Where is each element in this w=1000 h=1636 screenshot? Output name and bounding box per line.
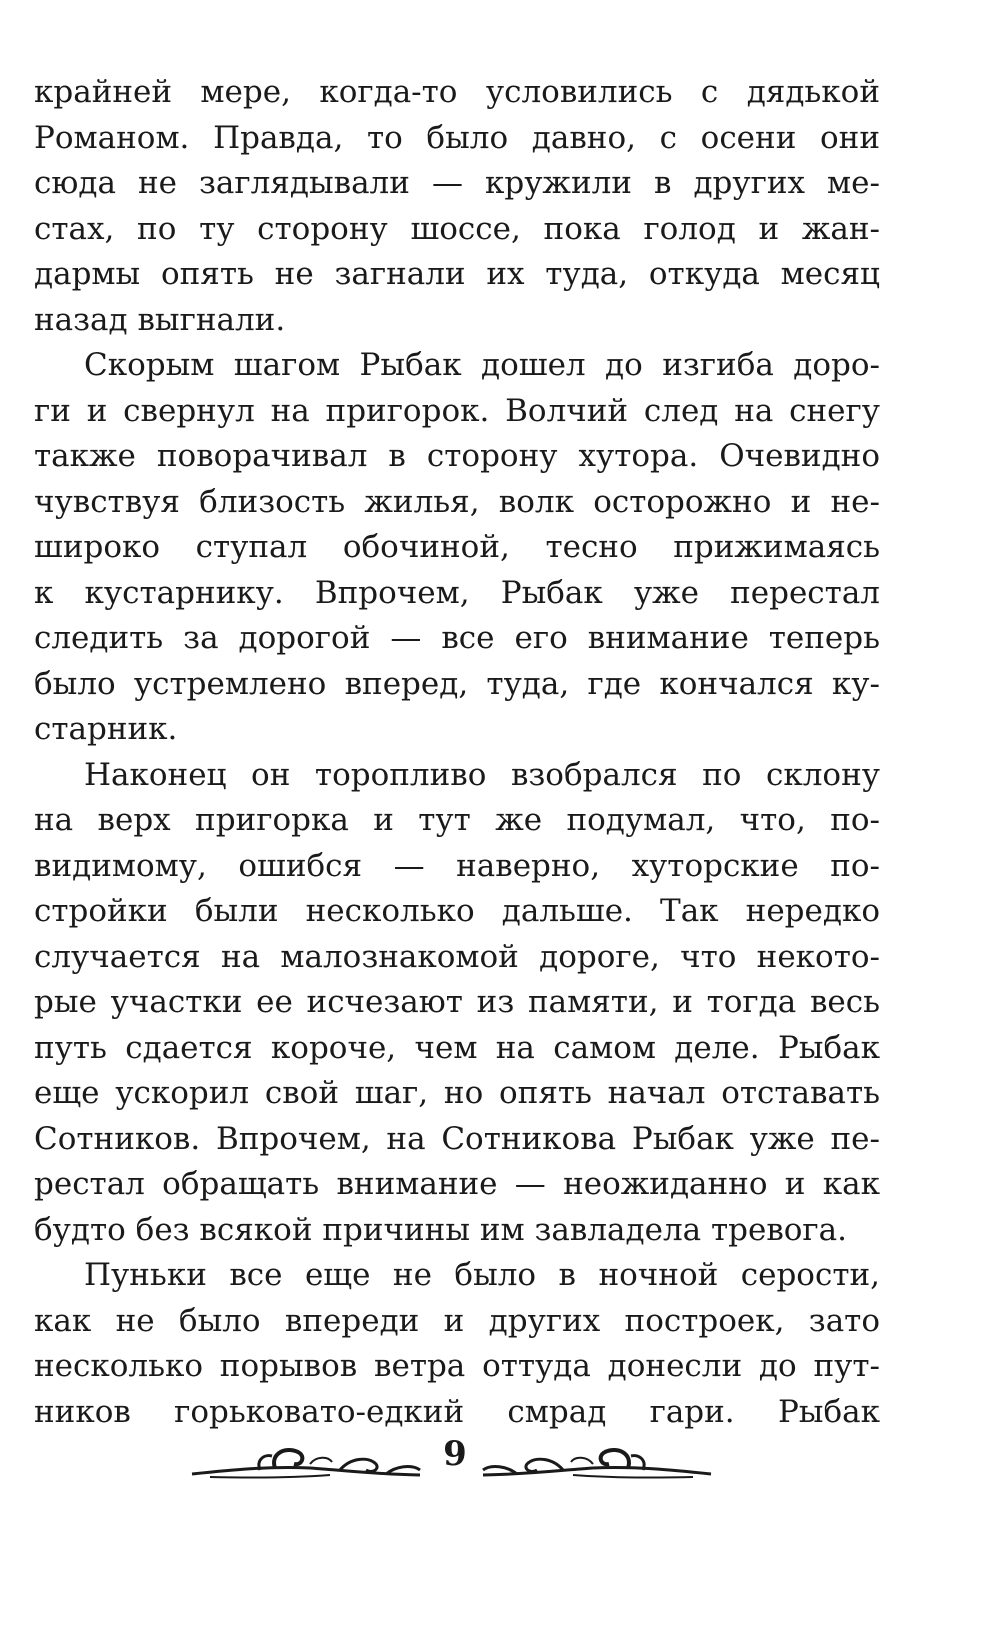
text-line: старник. — [34, 711, 178, 747]
text-line: стах, по ту сторону шоссе, пока голод и жан- — [34, 210, 880, 247]
text-line: Скорым шагом Рыбак дошел до изгиба доро- — [84, 347, 880, 383]
text-line: путь сдается короче, чем на самом деле. Рыбак — [34, 1029, 880, 1066]
text-line: рестал обращать внимание — неожиданно и как — [34, 1166, 880, 1202]
text-line: ников горьковато-едкий смрад гари. Рыбак — [34, 1393, 880, 1430]
text-line: стройки были несколько дальше. Так нередко — [34, 893, 880, 929]
text-line: случается на малознакомой дороге, что некото- — [34, 938, 880, 975]
page-footer — [0, 1430, 1000, 1510]
text-line: Пуньки все еще не было в ночной серости, — [84, 1257, 880, 1293]
page-number: 9 — [443, 1434, 467, 1474]
text-line: как не было впереди и других построек, зато — [34, 1302, 880, 1339]
text-line: будто без всякой причины им завладела тревога. — [34, 1211, 848, 1248]
text-line: Сотников. Впрочем, на Сотникова Рыбак уже пе- — [34, 1120, 880, 1157]
text-line: рые участки ее исчезают из памяти, и тогда весь — [34, 984, 880, 1020]
text-line: широко ступал обочиной, тесно прижимаясь — [34, 529, 880, 565]
text-line: было устремлено вперед, туда, где кончался ку- — [34, 665, 880, 702]
paragraph — [34, 1253, 880, 1435]
page-body-text — [34, 70, 880, 1435]
text-line: на верх пригорка и тут же подумал, что, по- — [34, 802, 880, 838]
text-line: крайней мере, когда-то условились с дядькой — [34, 74, 880, 110]
text-line: назад выгнали. — [34, 301, 286, 338]
text-line: чувствуя близость жилья, волк осторожно и не- — [34, 483, 880, 520]
text-line: видимому, ошибся — наверно, хуторские по- — [34, 847, 880, 884]
paragraph — [34, 70, 880, 343]
paragraph — [34, 753, 880, 1254]
text-line: сюда не заглядывали — кружили в других ме- — [34, 165, 880, 201]
text-line: Наконец он торопливо взобрался по склону — [84, 756, 880, 793]
ornament-flourish-right-icon — [478, 1444, 713, 1484]
text-line: несколько порывов ветра оттуда донесли до пут- — [34, 1348, 880, 1384]
text-line: Романом. Правда, то было давно, с осени они — [34, 119, 880, 156]
text-line: дармы опять не загнали их туда, откуда месяц — [34, 256, 880, 292]
text-line: также поворачивал в сторону хутора. Очевидно — [34, 438, 880, 474]
text-line: еще ускорил свой шаг, но опять начал отставать — [34, 1075, 880, 1111]
text-line: следить за дорогой — все его внимание теперь — [34, 620, 880, 656]
text-line: к кустарнику. Впрочем, Рыбак уже перестал — [34, 574, 880, 611]
text-line: ги и свернул на пригорок. Волчий след на снегу — [34, 392, 880, 429]
paragraph — [34, 343, 880, 753]
